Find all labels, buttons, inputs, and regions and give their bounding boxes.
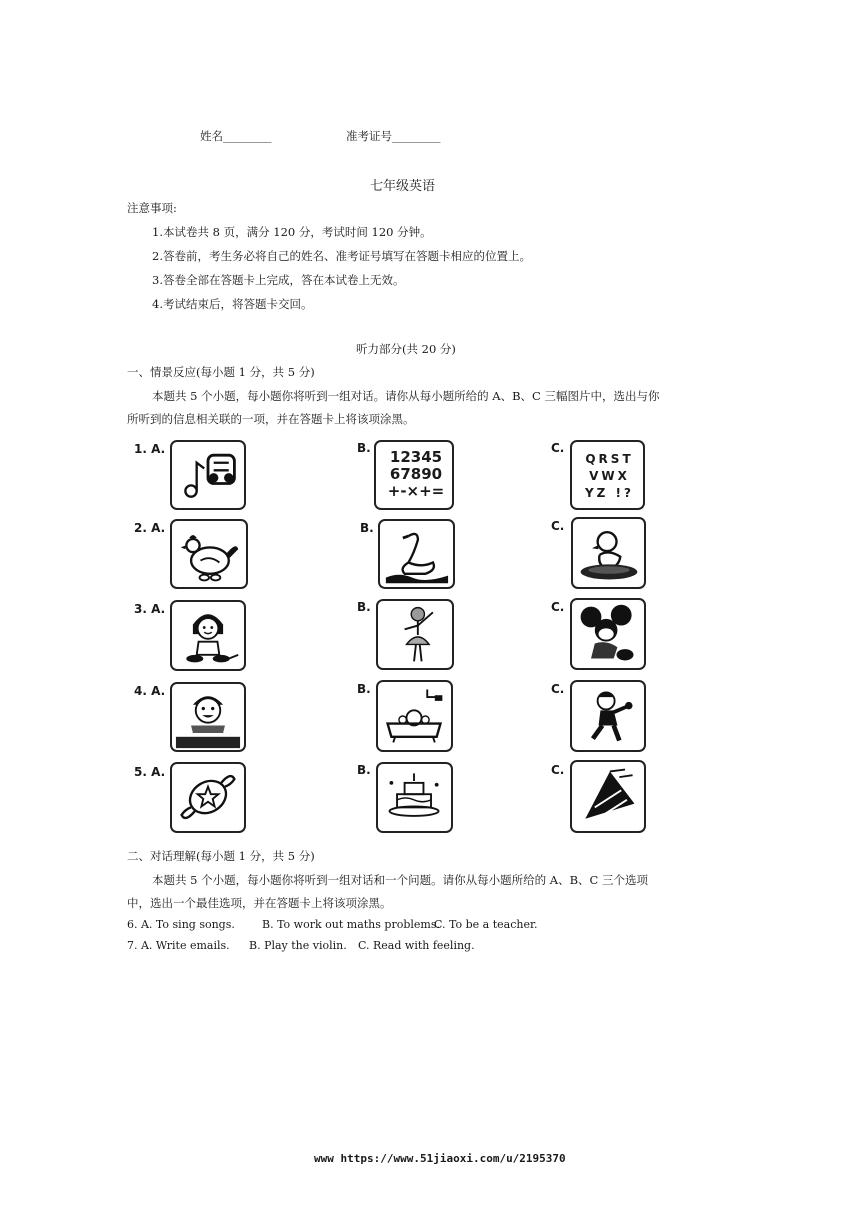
boy-eating-icon[interactable] — [170, 682, 246, 752]
bath-icon[interactable] — [376, 680, 453, 752]
cake-icon[interactable] — [376, 762, 453, 833]
footer-prefix: www — [314, 1152, 334, 1165]
option-b-label: B. — [357, 763, 371, 777]
part1-heading: 一、情景反应(每小题 1 分，共 5 分) — [127, 365, 315, 379]
question-label: 1. A. — [134, 442, 166, 456]
letters-icon[interactable] — [570, 440, 645, 510]
footer-watermark[interactable] — [314, 1152, 566, 1165]
zongzi-icon[interactable] — [570, 760, 646, 833]
q6-option-c: C. To be a teacher. — [434, 918, 538, 931]
option-c-label: C. — [551, 682, 565, 696]
music-notes-icon[interactable] — [170, 440, 246, 510]
part1-instruction: 本题共 5 个小题，每小题你将听到一组对话。请你从每小题所给的 A、B、C 三幅图片中，选出与你 — [152, 389, 660, 403]
page-title: 七年级英语 — [370, 179, 436, 194]
option-b-label: B. — [357, 600, 371, 614]
mouse-character-icon[interactable] — [570, 598, 646, 670]
option-c-label: C. — [551, 763, 565, 777]
hen-icon[interactable] — [170, 519, 248, 589]
footer-url[interactable]: https://www.51jiaoxi.com/u/2195370 — [340, 1152, 566, 1165]
note-item: 1.本试卷共 8 页，满分 120 分，考试时间 120 分钟。 — [152, 225, 432, 239]
swan-icon[interactable] — [378, 519, 455, 589]
option-c-label: C. — [551, 519, 565, 533]
option-c-label: C. — [551, 600, 565, 614]
letters-row: YZ !? — [584, 486, 634, 500]
note-item: 3.答卷全部在答题卡上完成，答在本试卷上无效。 — [152, 273, 405, 287]
question-label: 2. A. — [134, 521, 166, 535]
numbers-symbols-icon[interactable] — [374, 440, 454, 510]
q7-option-b: B. Play the violin. — [249, 939, 347, 952]
option-b-label: B. — [357, 441, 371, 455]
q6-option-a: 6. A. To sing songs. — [127, 918, 235, 931]
notes-heading: 注意事项: — [127, 201, 177, 215]
letters-row: QRST — [585, 452, 634, 466]
listening-heading: 听力部分(共 20 分) — [356, 342, 456, 356]
ballerina-icon[interactable] — [376, 599, 454, 670]
exam-id-label: 准考证号__________ — [346, 129, 440, 143]
digits-row: 12345 — [389, 448, 443, 466]
name-label: 姓名__________ — [200, 129, 271, 143]
letters-row: VWX — [589, 469, 630, 483]
q7-option-c: C. Read with feeling. — [358, 939, 475, 952]
option-b-label: B. — [357, 682, 371, 696]
option-b-label: B. — [360, 521, 374, 535]
q7-option-a: 7. A. Write emails. — [127, 939, 230, 952]
note-item: 2.答卷前，考生务必将自己的姓名、准考证号填写在答题卡相应的位置上。 — [152, 249, 531, 263]
digits-row: 67890 — [389, 465, 443, 483]
question-label: 3. A. — [134, 602, 166, 616]
duck-icon[interactable] — [571, 517, 646, 589]
question-label: 4. A. — [134, 684, 166, 698]
candy-icon[interactable] — [170, 762, 246, 833]
symbols-row: +-×+= — [387, 482, 445, 500]
running-boy-icon[interactable] — [570, 680, 646, 752]
part2-instruction: 中，选出一个最佳选项，并在答题卡上将该项涂黑。 — [127, 896, 392, 910]
part2-instruction: 本题共 5 个小题，每小题你将听到一组对话和一个问题。请你从每小题所给的 A、B、C 三个选项 — [152, 873, 648, 887]
part2-heading: 二、对话理解(每小题 1 分，共 5 分) — [127, 849, 315, 863]
option-c-label: C. — [551, 441, 565, 455]
girl-cooking-icon[interactable] — [170, 600, 246, 671]
part1-instruction: 所听到的信息相关联的一项，并在答题卡上将该项涂黑。 — [127, 412, 415, 426]
q6-option-b: B. To work out maths problems. — [262, 918, 440, 931]
question-label: 5. A. — [134, 765, 166, 779]
note-item: 4.考试结束后，将答题卡交回。 — [152, 297, 313, 311]
